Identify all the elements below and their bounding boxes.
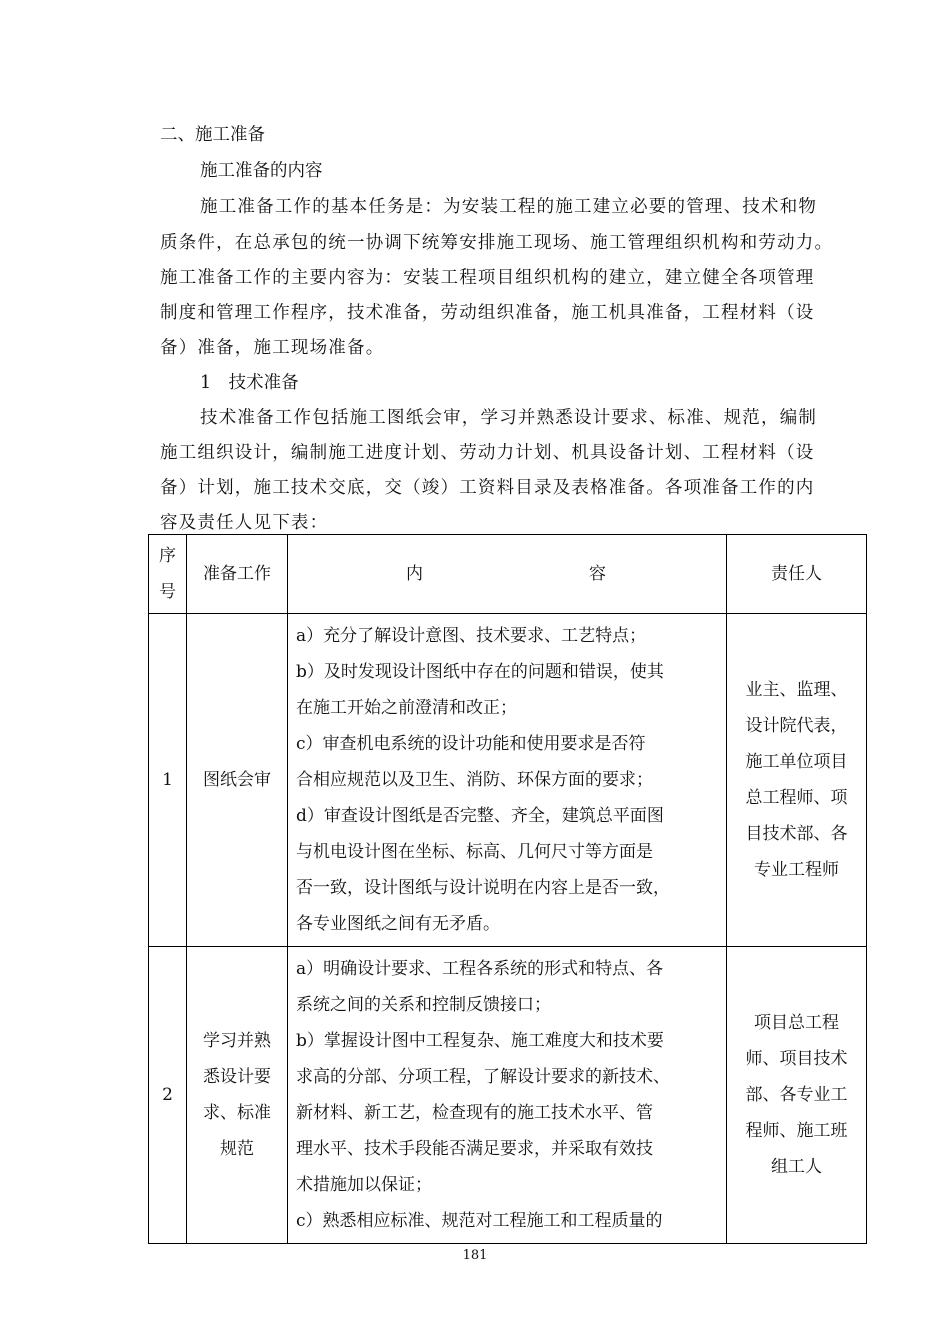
content-line: b）掌握设计图中工程复杂、施工难度大和技术要 [296,1031,664,1051]
owner-line: 专业工程师 [754,860,839,880]
content-line: 理水平、技术手段能否满足要求，并采取有效技 [296,1139,653,1159]
row-num: 2 [149,947,187,1244]
owner-line: 施工单位项目 [745,752,848,772]
header-owner: 责任人 [727,535,867,614]
content-line: 各专业图纸之间有无矛盾。 [296,914,500,934]
header-num [149,535,187,614]
row-task-line: 规范 [220,1139,254,1159]
section-heading: 二、施工准备 [160,125,265,145]
tech-line: 备）计划，施工技术交底，交（竣）工资料目录及表格准备。各项准备工作的内 [160,478,815,498]
table-row [149,614,867,947]
row-task-line: 悉设计要 [203,1067,271,1087]
owner-line: 程师、施工班 [745,1121,848,1141]
intro-line: 施工准备工作的基本任务是：为安装工程的施工建立必要的管理、技术和物 [200,197,818,217]
table-header-row [149,535,867,614]
tech-heading: 1 技术准备 [200,373,299,393]
row-owner [727,614,867,947]
content-line: 在施工开始之前澄清和改正； [296,698,517,718]
owner-line: 目技术部、各 [745,824,848,844]
row-task [187,614,288,947]
owner-line: 项目总工程 [754,1013,839,1033]
page-number: 181 [462,1248,488,1263]
content-line: d）审查设计图纸是否完整、齐全，建筑总平面图 [296,806,664,826]
content-line: 合相应规范以及卫生、消防、环保方面的要求； [296,770,653,790]
header-num-line: 号 [159,582,176,602]
header-num-line: 序 [159,546,176,566]
row-content [288,614,727,947]
intro-line: 质条件，在总承包的统一协调下统筹安排施工现场、施工管理组织机构和劳动力。 [160,233,834,253]
content-line: 系统之间的关系和控制反馈接口； [296,995,551,1015]
row-task-line: 求、标准 [203,1103,271,1123]
owner-line: 师、项目技术 [745,1049,848,1069]
content-line: c）熟悉相应标准、规范对工程施工和工程质量的 [296,1211,663,1231]
header-task: 准备工作 [187,535,288,614]
content-line: a）明确设计要求、工程各系统的形式和特点、各 [296,959,664,979]
row-content [288,947,727,1244]
owner-line: 业主、监理、 [745,680,848,700]
content-line: a）充分了解设计意图、技术要求、工艺特点； [296,626,647,646]
tech-line: 施工组织设计，编制施工进度计划、劳动力计划、机具设备计划、工程材料（设 [160,443,815,463]
row-num: 1 [149,614,187,947]
content-line: 否一致，设计图纸与设计说明在内容上是否一致， [296,878,670,898]
intro-line: 备）准备，施工现场准备。 [160,338,385,358]
owner-line: 组工人 [771,1157,822,1177]
intro-line: 制度和管理工作程序，技术准备，劳动组织准备，施工机具准备，工程材料（设 [160,303,815,323]
tech-line: 技术准备工作包括施工图纸会审，学习并熟悉设计要求、标准、规范，编制 [200,408,818,428]
header-content-right: 容 [589,564,606,584]
header-content-left: 内 [406,564,423,584]
header-content [288,535,727,614]
row-task-line: 学习并熟 [203,1031,271,1051]
content-line: 求高的分部、分项工程，了解设计要求的新技术、 [296,1067,670,1087]
row-task-line: 图纸会审 [203,770,271,790]
tech-line: 容及责任人见下表： [160,513,329,533]
owner-line: 部、各专业工 [745,1085,848,1105]
preparation-table [148,534,867,1244]
content-line: 与机电设计图在坐标、标高、几何尺寸等方面是 [296,842,653,862]
row-owner [727,947,867,1244]
intro-line: 施工准备工作的主要内容为：安装工程项目组织机构的建立，建立健全各项管理 [160,268,815,288]
owner-line: 设计院代表， [745,716,848,736]
content-line: b）及时发现设计图纸中存在的问题和错误，使其 [296,662,664,682]
subheading: 施工准备的内容 [200,161,323,181]
content-line: c）审查机电系统的设计功能和使用要求是否符 [296,734,646,754]
row-task [187,947,288,1244]
content-line: 术措施加以保证； [296,1175,432,1195]
content-line: 新材料、新工艺，检查现有的施工技术水平、管 [296,1103,653,1123]
table-row [149,947,867,1244]
owner-line: 总工程师、项 [745,788,848,808]
